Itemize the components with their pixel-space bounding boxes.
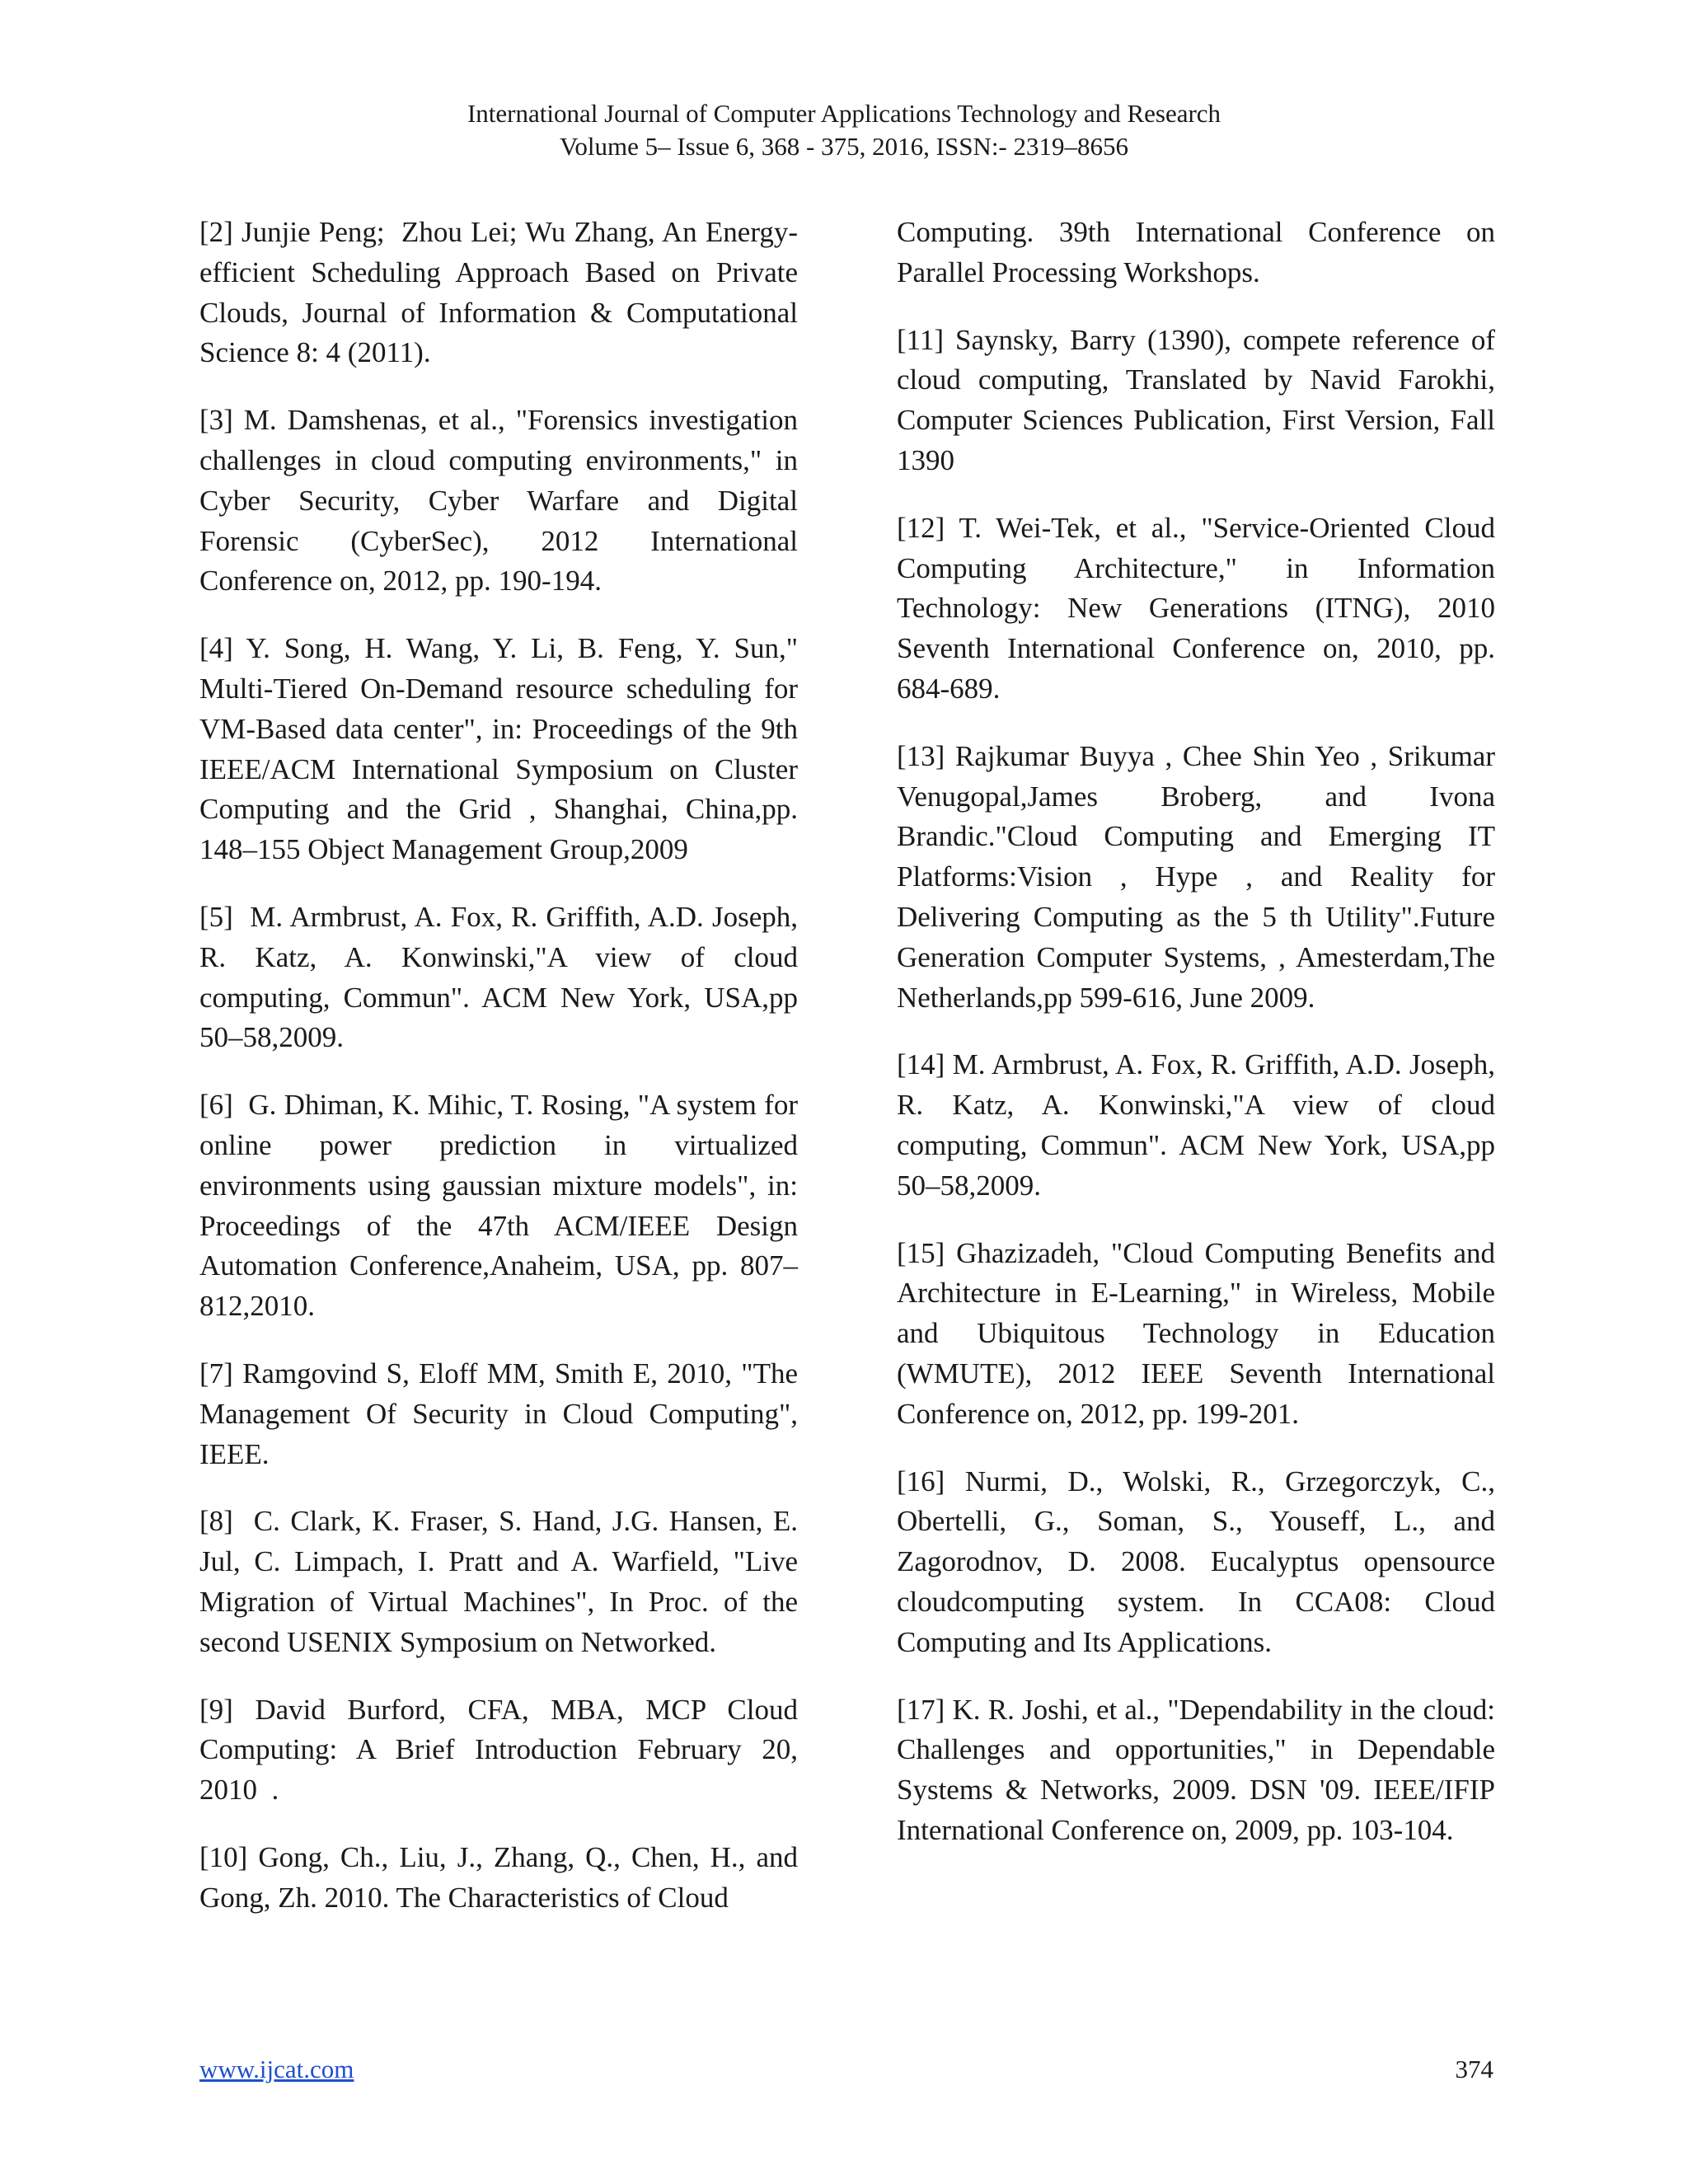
- reference-3: [3] M. Damshenas, et al., "Forensics investigation challenges in cloud computing environments," in Cyber Security, Cyber Warfare and Digital Forensic (CyberSec), 2012 International Conference on, 2012, pp. 190-194.: [199, 404, 805, 598]
- reference-17: [17] K. R. Joshi, et al., "Dependability in the cloud: Challenges and opportunities," in Dependable Systems & Networks, 2009. DSN '09. IEEE/IFIP International Conference on, 2009, pp. 103-104.: [897, 1693, 1503, 1846]
- reference-10-start: [10] Gong, Ch., Liu, J., Zhang, Q., Chen, H., and Gong, Zh. 2010. The Characteristics of Cloud: [199, 1840, 805, 1914]
- reference-16: [16] Nurmi, D., Wolski, R., Grzegorczyk, C., Obertelli, G., Soman, S., Youseff, L., and Zagorodnov, D. 2008. Eucalyptus opensource cloudcomputing system. In CCA08: Cloud Computing and Its Applications.: [897, 1465, 1503, 1658]
- reference-6: [6] G. Dhiman, K. Mihic, T. Rosing, "A system for online power prediction in virtualized environments using gaussian mixture models", in: Proceedings of the 47th ACM/IEEE Design Automation Conference,Anaheim, USA, pp. 807–812,2010.: [199, 1089, 805, 1323]
- reference-12: [12] T. Wei-Tek, et al., "Service-Oriented Cloud Computing Architecture," in Information Technology: New Generations (ITNG), 2010 Seventh International Conference on, 2010, pp. 684-689.: [897, 511, 1503, 705]
- reference-5: [5] M. Armbrust, A. Fox, R. Griffith, A.D. Joseph, R. Katz, A. Konwinski,"A view of cloud computing, Commun". ACM New York, USA,pp 50–58,2009.: [199, 900, 805, 1054]
- page-number: 374: [1455, 2055, 1493, 2083]
- reference-13: [13] Rajkumar Buyya , Chee Shin Yeo , Srikumar Venugopal,James Broberg, and Ivona Brandic."Cloud Computing and Emerging IT Platforms:Vision , Hype , and Reality for Delivering Computing as the 5 th Utility".Future Generation Computer Systems, , Amesterdam,The Netherlands,pp 599-616, June 2009.: [897, 739, 1503, 1014]
- journal-header: [0, 97, 1688, 163]
- references-right-column: [897, 213, 1503, 1851]
- reference-8: [8] C. Clark, K. Fraser, S. Hand, J.G. Hansen, E. Jul, C. Limpach, I. Pratt and A. Warfield, "Live Migration of Virtual Machines", In Proc. of the second USENIX Symposium on Networked.: [199, 1505, 805, 1658]
- references-left-column: [199, 213, 805, 1918]
- reference-9: [9] David Burford, CFA, MBA, MCP Cloud Computing: A Brief Introduction February 20, 2010 .: [199, 1693, 805, 1807]
- journal-volume-info: Volume 5– Issue 6, 368 - 375, 2016, ISSN:- 2319–8656: [559, 132, 1129, 161]
- reference-10-continued: Computing. 39th International Conference on Parallel Processing Workshops.: [897, 216, 1503, 288]
- reference-15: [15] Ghazizadeh, "Cloud Computing Benefits and Architecture in E-Learning," in Wireless, Mobile and Ubiquitous Technology in Education (WMUTE), 2012 IEEE Seventh International Conference on, 2012, pp. 199-201.: [897, 1236, 1503, 1430]
- reference-7: [7] Ramgovind S, Eloff MM, Smith E, 2010, "The Management Of Security in Cloud Computing", IEEE.: [199, 1357, 805, 1470]
- website-link[interactable]: www.ijcat.com: [199, 2055, 354, 2083]
- reference-14: [14] M. Armbrust, A. Fox, R. Griffith, A.D. Joseph, R. Katz, A. Konwinski,"A view of cloud computing, Commun". ACM New York, USA,pp 50–58,2009.: [897, 1048, 1503, 1202]
- reference-4: [4] Y. Song, H. Wang, Y. Li, B. Feng, Y. Sun," Multi-Tiered On-Demand resource scheduling for VM-Based data center", in: Proceedings of the 9th IEEE/ACM International Symposium on Cluster Computing and the Grid , Shanghai, China,pp. 148–155 Object Management Group,2009: [199, 632, 805, 866]
- journal-title: International Journal of Computer Applications Technology and Research: [467, 99, 1221, 128]
- reference-2: [2] Junjie Peng; Zhou Lei; Wu Zhang, An Energy-efficient Scheduling Approach Based on Private Clouds, Journal of Information & Computational Science 8: 4 (2011).: [199, 216, 805, 369]
- reference-11: [11] Saynsky, Barry (1390), compete reference of cloud computing, Translated by Navid Farokhi, Computer Sciences Publication, First Version, Fall 1390: [897, 323, 1503, 476]
